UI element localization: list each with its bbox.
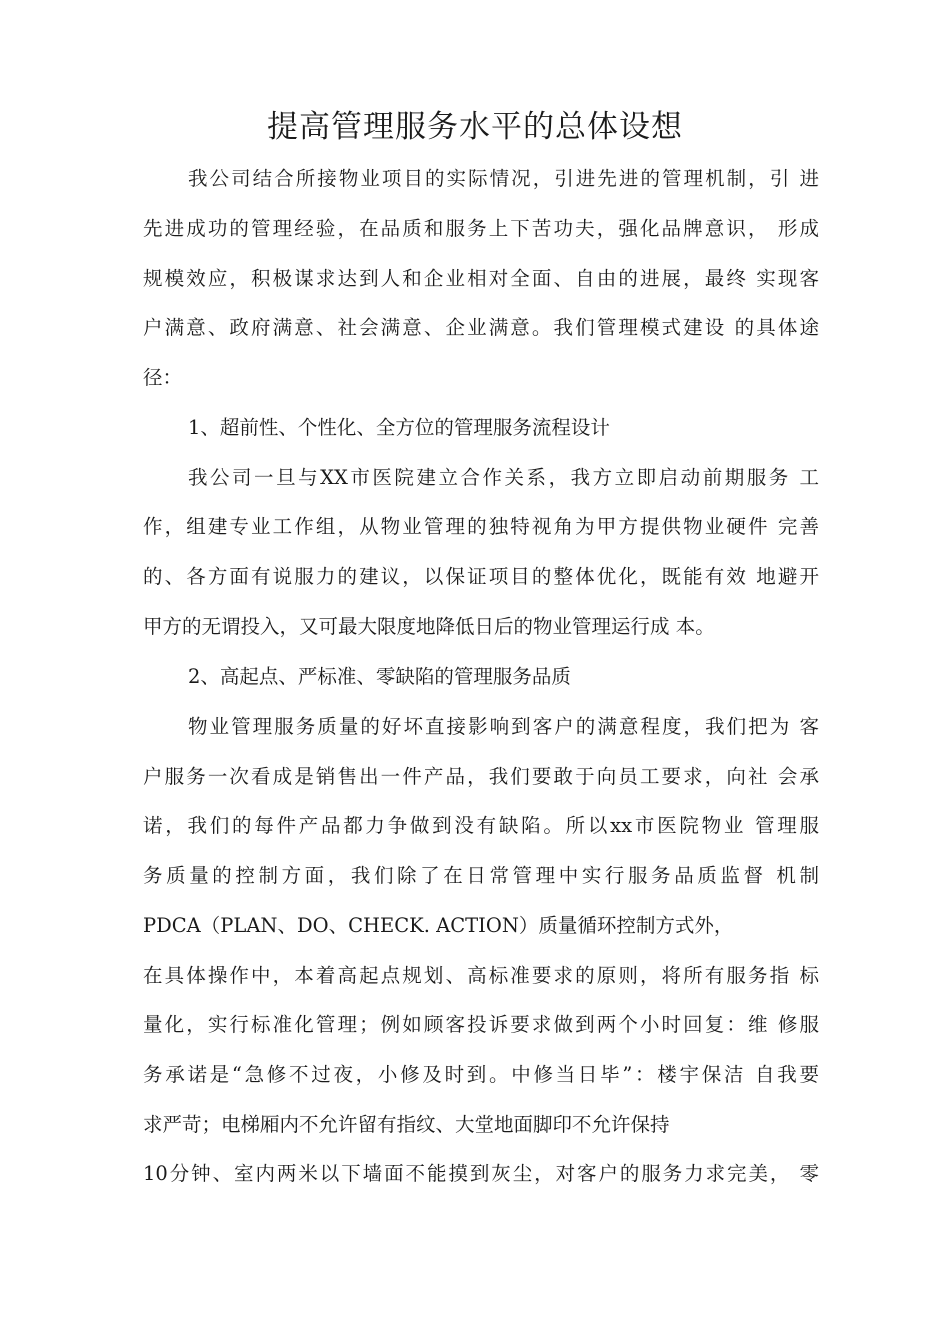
paragraph-line: 的、各方面有说服力的建议，以保证项目的整体优化，既能有效 地避开 [143, 565, 819, 588]
paragraph-line: 务承诺是“急修不过夜，小修及时到。中修当日毕”：楼宇保洁 自我要 [143, 1063, 819, 1086]
paragraph-line: 10分钟、室内两米以下墙面不能摸到灰尘，对客户的服务力求完美， 零 [143, 1162, 819, 1185]
paragraph-line: PDCA（PLAN、DO、CHECK. ACTION）质量循环控制方式外， [143, 914, 734, 937]
paragraph-line: 甲方的无谓投入，又可最大限度地降低日后的物业管理运行成 本。 [143, 615, 715, 638]
paragraph-line: 物业管理服务质量的好坏直接影响到客户的满意程度，我们把为 客 [188, 715, 819, 738]
section-heading: 2、高起点、严标准、零缺陷的管理服务品质 [188, 665, 571, 688]
paragraph-line: 我公司结合所接物业项目的实际情况，引进先进的管理机制，引 进 [188, 167, 819, 190]
paragraph-line: 诺，我们的每件产品都力争做到没有缺陷。所以xx市医院物业 管理服 [143, 814, 819, 837]
paragraph-line: 径： [143, 366, 183, 389]
document-title: 提高管理服务水平的总体设想 [267, 109, 683, 145]
paragraph-line: 规模效应，积极谋求达到人和企业相对全面、自由的进展，最终 实现客 [143, 267, 819, 290]
paragraph-line: 求严苛；电梯厢内不允许留有指纹、大堂地面脚印不允许保持 [143, 1113, 670, 1136]
paragraph-line: 作，组建专业工作组，从物业管理的独特视角为甲方提供物业硬件 完善 [143, 515, 819, 538]
paragraph-line: 务质量的控制方面，我们除了在日常管理中实行服务品质监督 机制 [143, 864, 819, 887]
section-heading: 1、超前性、个性化、全方位的管理服务流程设计 [188, 416, 610, 439]
paragraph-line: 量化，实行标准化管理；例如顾客投诉要求做到两个小时回复：维 修服 [143, 1013, 819, 1036]
paragraph-line: 户满意、政府满意、社会满意、企业满意。我们管理模式建设 的具体途 [143, 316, 819, 339]
paragraph-line: 户服务一次看成是销售出一件产品，我们要敢于向员工要求，向社 会承 [143, 765, 819, 788]
paragraph-line: 我公司一旦与XX市医院建立合作关系，我方立即启动前期服务 工 [188, 466, 819, 489]
paragraph-line: 在具体操作中，本着高起点规划、高标准要求的原则，将所有服务指 标 [143, 964, 819, 987]
paragraph-line: 先进成功的管理经验，在品质和服务上下苦功夫，强化品牌意识， 形成 [143, 217, 819, 240]
